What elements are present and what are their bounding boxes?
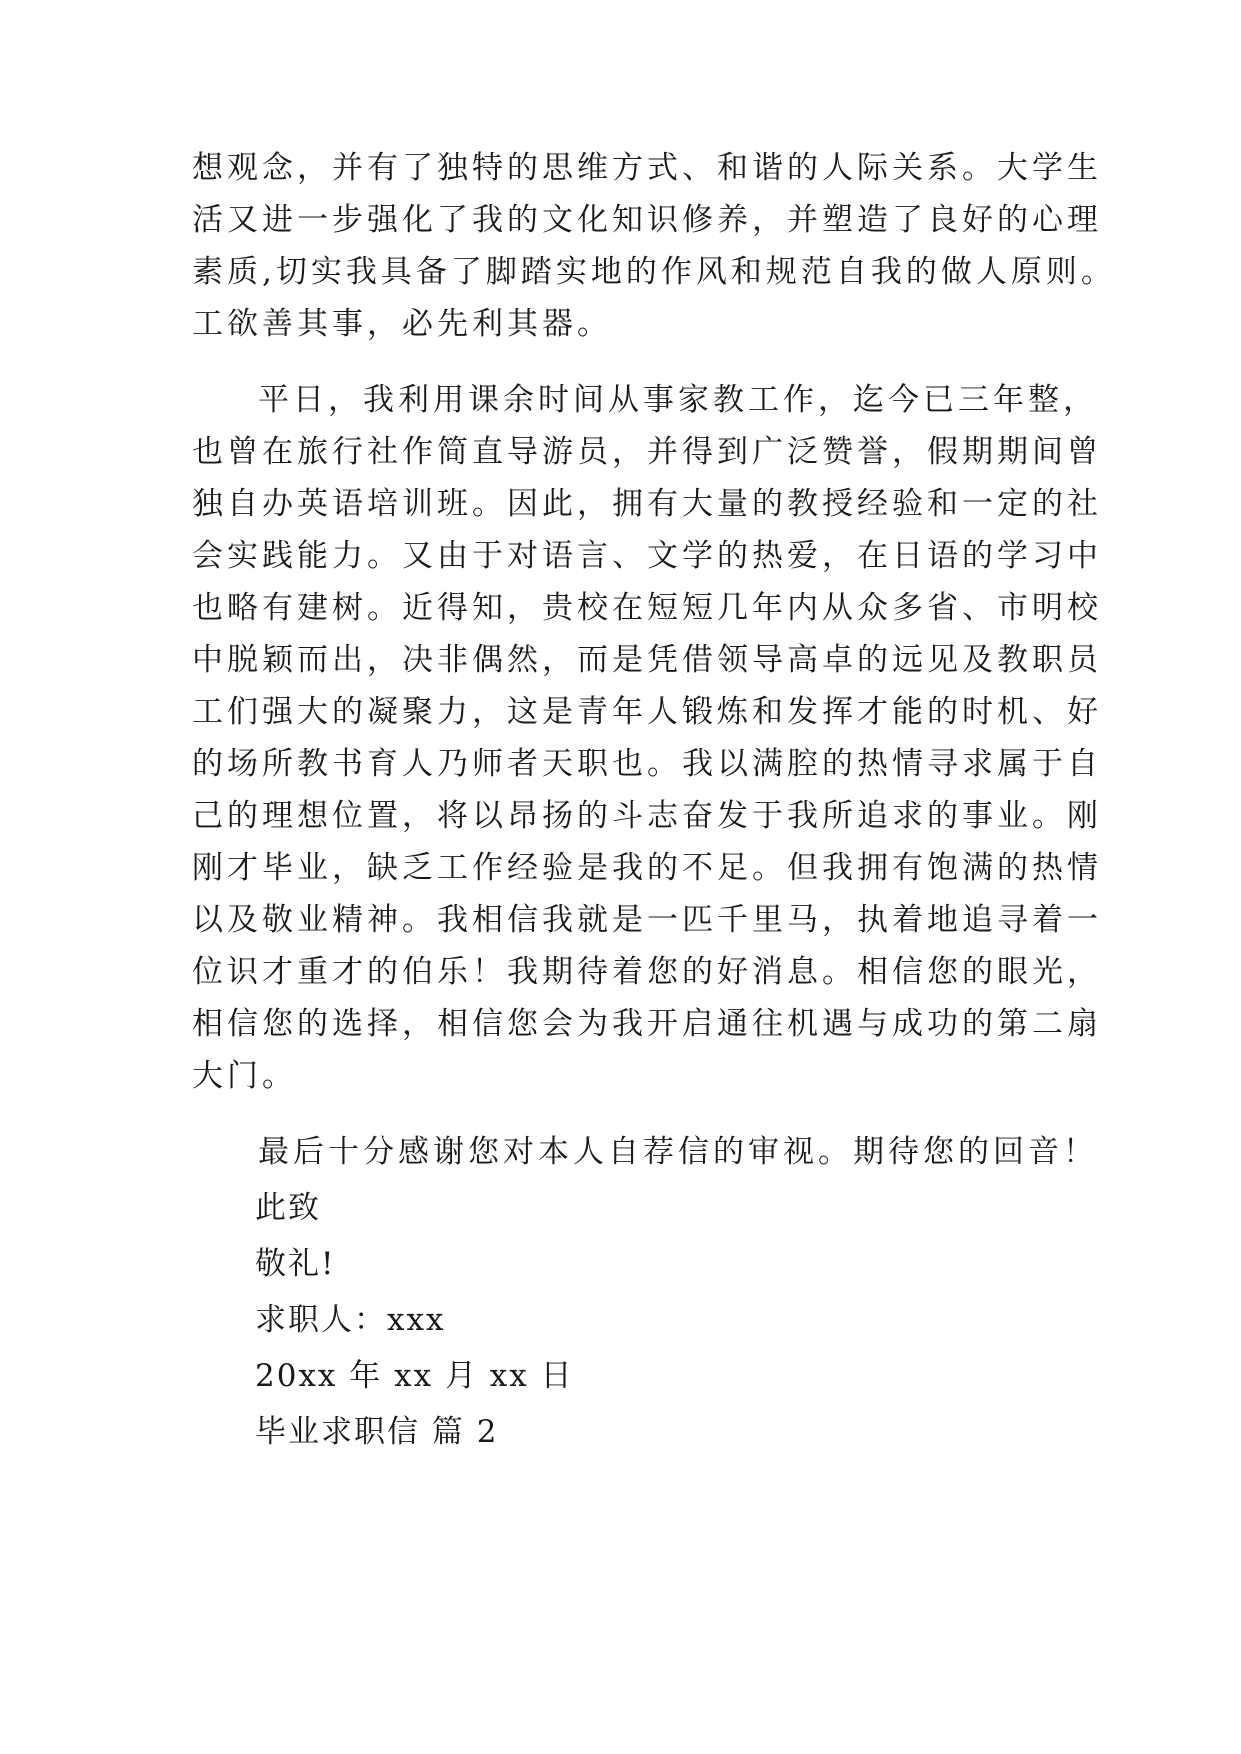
paragraph-line: 工们强大的凝聚力，这是青年人锻炼和发挥才能的时机、好 <box>192 694 1102 730</box>
paragraph-line: 工欲善其事，必先利其器。 <box>192 306 612 342</box>
paragraph-line: 己的理想位置，将以昂扬的斗志奋发于我所追求的事业。刚 <box>192 798 1102 834</box>
paragraph-line: 相信您的选择，相信您会为我开启通往机遇与成功的第二扇 <box>192 1006 1102 1042</box>
paragraph-line: 大门。 <box>192 1058 297 1094</box>
paragraph-line: 的场所教书育人乃师者天职也。我以满腔的热情寻求属于自 <box>192 746 1102 782</box>
paragraph-line: 也曾在旅行社作简直导游员，并得到广泛赞誉，假期期间曾 <box>192 434 1102 470</box>
paragraph-line: 想观念，并有了独特的思维方式、和谐的人际关系。大学生 <box>192 150 1102 186</box>
paragraph-line: 以及敬业精神。我相信我就是一匹千里马，执着地追寻着一 <box>192 902 1102 938</box>
paragraph-line: 素质,切实我具备了脚踏实地的作风和规范自我的做人原则。 <box>192 254 1116 290</box>
paragraph-line: 中脱颖而出，决非偶然，而是凭借领导高卓的远见及教职员 <box>192 642 1102 678</box>
paragraph-line: 会实践能力。又由于对语言、文学的热爱，在日语的学习中 <box>192 538 1102 574</box>
signature-applicant: 求职人：xxx <box>255 1302 446 1338</box>
paragraph-line: 也略有建树。近得知，贵校在短短几年内从众多省、市明校 <box>192 590 1102 626</box>
closing-line: 最后十分感谢您对本人自荐信的审视。期待您的回音！ <box>258 1134 1098 1170</box>
paragraph-line: 独自办英语培训班。因此，拥有大量的教授经验和一定的社 <box>192 486 1102 522</box>
paragraph-line: 刚才毕业，缺乏工作经验是我的不足。但我拥有饱满的热情 <box>192 850 1102 886</box>
paragraph-line: 平日，我利用课余时间从事家教工作，迄今已三年整， <box>258 382 1098 418</box>
salutation-cizhi: 此致 <box>255 1190 321 1226</box>
section-heading: 毕业求职信 篇 2 <box>255 1414 499 1450</box>
paragraph-line: 活又进一步强化了我的文化知识修养，并塑造了良好的心理 <box>192 202 1102 238</box>
salutation-jingli: 敬礼! <box>255 1246 336 1282</box>
paragraph-line: 位识才重才的伯乐！我期待着您的好消息。相信您的眼光， <box>192 954 1102 990</box>
signature-date: 20xx 年 xx 月 xx 日 <box>255 1358 574 1394</box>
